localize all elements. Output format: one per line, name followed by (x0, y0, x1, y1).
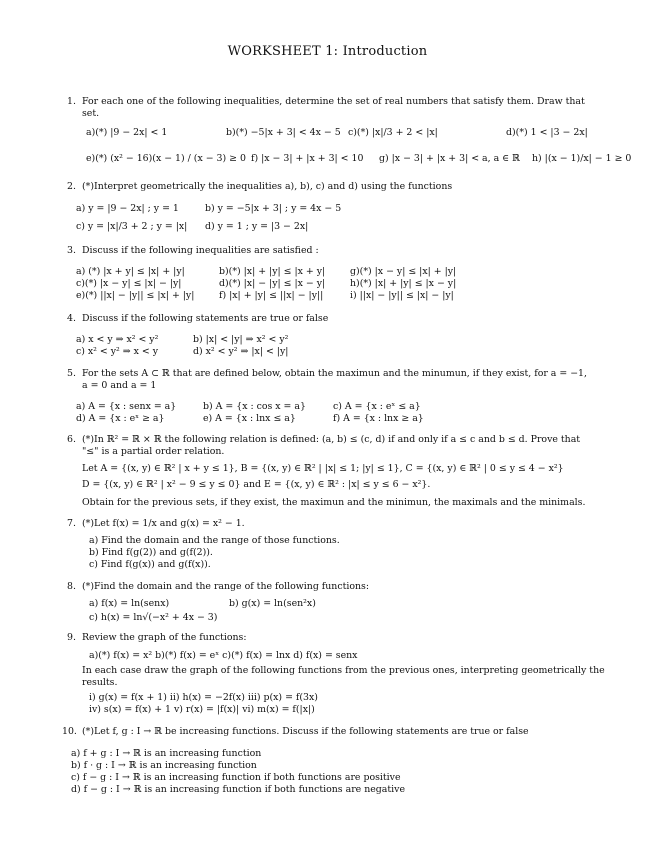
problem-2b: b) y = −5|x + 3| ; y = 4x − 5 (205, 203, 342, 214)
problem-3-number: 3. (67, 245, 76, 256)
problem-9-intro: Review the graph of the functions: (82, 632, 247, 643)
problem-10c: c) f − g : I → ℝ is an increasing function if both functions are positive (71, 772, 401, 783)
problem-6-line-3: Let A = {(x, y) ∈ ℝ² | x + y ≤ 1}, B = {(x, y) ∈ ℝ² | |x| ≤ 1; |y| ≤ 1}, C = {(x, y) ∈ ℝ² | 0 ≤ y ≤ 4 − x²} (82, 463, 564, 474)
problem-1-intro-cont: set. (82, 108, 100, 119)
problem-2d: d) y = 1 ; y = |3 − 2x| (205, 221, 309, 232)
problem-3g: g)(*) |x − y| ≤ |x| + |y| (350, 266, 457, 277)
problem-8-intro: (*)Find the domain and the range of the following functions: (82, 581, 370, 592)
problem-5b: b) A = {x : cos x = a} (203, 401, 306, 412)
page-title: WORKSHEET 1: Introduction (227, 44, 428, 59)
problem-6-line-2: "≤" is a partial order relation. (82, 446, 225, 457)
problem-10-number: 10. (62, 726, 77, 737)
problem-9-line-3: In each case draw the graph of the following functions from the previous ones, interpreting geometrically the (82, 665, 605, 676)
problem-3e: e)(*) ||x| − |y|| ≤ |x| + |y| (76, 290, 195, 301)
problem-3a: a) (*) |x + y| ≤ |x| + |y| (76, 266, 185, 277)
problem-1d: d)(*) 1 < |3 − 2x| (506, 127, 588, 138)
problem-10d: d) f − g : I → ℝ is an increasing function if both functions are negative (71, 784, 405, 795)
problem-5a: a) A = {x : senx = a} (76, 401, 177, 412)
problem-1c: c)(*) |x|/3 + 2 < |x| (348, 127, 438, 138)
problem-6-number: 6. (67, 434, 76, 445)
problem-9-function-list: a)(*) f(x) = x² b)(*) f(x) = eˣ c)(*) f(x) = lnx d) f(x) = senx (89, 650, 358, 661)
problem-4b: b) |x| < |y| ⇒ x² < y² (193, 334, 289, 345)
problem-2-number: 2. (67, 181, 76, 192)
problem-7c: c) Find f(g(x)) and g(f(x)). (89, 559, 211, 570)
problem-1-intro: For each one of the following inequalities, determine the set of real numbers that satisfy them. Draw that (82, 96, 585, 107)
problem-3h: h)(*) |x| + |y| ≤ |x − y| (350, 278, 457, 289)
problem-10a: a) f + g : I → ℝ is an increasing function (71, 748, 262, 759)
problem-6-line-5: Obtain for the previous sets, if they exist, the maximun and the minimun, the maximals and the minimals. (82, 497, 586, 508)
problem-1e: e)(*) (x² − 16)(x − 1) / (x − 3) ≥ 0 (86, 153, 246, 164)
problem-8-number: 8. (67, 581, 76, 592)
problem-4c: c) x² < y² ⇒ x < y (76, 346, 159, 357)
problem-10b: b) f · g : I → ℝ is an increasing function (71, 760, 257, 771)
problem-1g: g) |x − 3| + |x + 3| < a, a ∈ ℝ (379, 153, 520, 164)
problem-1b: b)(*) −5|x + 3| < 4x − 5 (226, 127, 341, 138)
problem-9-transforms-2: iv) s(x) = f(x) + 1 v) r(x) = |f(x)| vi) m(x) = f(|x|) (89, 704, 315, 715)
problem-7b: b) Find f(g(2)) and g(f(2)). (89, 547, 213, 558)
problem-5-intro-cont: a = 0 and a = 1 (82, 380, 157, 391)
problem-1h: h) |(x − 1)/x| − 1 ≥ 0 (532, 153, 632, 164)
problem-4-number: 4. (67, 313, 76, 324)
problem-9-transforms-1: i) g(x) = f(x + 1) ii) h(x) = −2f(x) iii) p(x) = f(3x) (89, 692, 318, 703)
problem-3-intro: Discuss if the following inequalities are satisfied : (82, 245, 319, 256)
problem-6-line-1: (*)In ℝ² = ℝ × ℝ the following relation is defined: (a, b) ≤ (c, d) if and only if a ≤ c and b ≤ d. Prove that (82, 434, 581, 445)
problem-1f: f) |x − 3| + |x + 3| < 10 (251, 153, 364, 164)
problem-5d: d) A = {x : eˣ ≥ a} (76, 413, 165, 424)
problem-8a: a) f(x) = ln(senx) (89, 598, 170, 609)
problem-2-intro: (*)Interpret geometrically the inequalities a), b), c) and d) using the functions (82, 181, 453, 192)
problem-7-intro: (*)Let f(x) = 1/x and g(x) = x² − 1. (82, 518, 245, 529)
problem-6-line-4: D = {(x, y) ∈ ℝ² | x² − 9 ≤ y ≤ 0} and E = {(x, y) ∈ ℝ² : |x| ≤ y ≤ 6 − x²}. (82, 479, 431, 490)
problem-5c: c) A = {x : eˣ ≤ a} (333, 401, 421, 412)
problem-5-intro: For the sets A ⊂ ℝ that are defined below, obtain the maximun and the minumun, if they exist, for a = −1, (82, 368, 588, 379)
problem-7a: a) Find the domain and the range of those functions. (89, 535, 340, 546)
problem-4d: d) x² < y² ⇒ |x| < |y| (193, 346, 289, 357)
problem-10-intro: (*)Let f, g : I → ℝ be increasing functions. Discuss if the following statements are true or false (82, 726, 529, 737)
problem-9-line-4: results. (82, 677, 118, 688)
problem-3b: b)(*) |x| + |y| ≤ |x + y| (219, 266, 326, 277)
problem-3d: d)(*) |x| − |y| ≤ |x − y| (219, 278, 326, 289)
problem-1a: a)(*) |9 − 2x| < 1 (86, 127, 168, 138)
problem-2c: c) y = |x|/3 + 2 ; y = |x| (76, 221, 188, 232)
problem-9-number: 9. (67, 632, 76, 643)
problem-5-number: 5. (67, 368, 76, 379)
problem-1-number: 1. (67, 96, 76, 107)
problem-8b: b) g(x) = ln(sen²x) (229, 598, 316, 609)
problem-3c: c)(*) |x − y| ≤ |x| − |y| (76, 278, 182, 289)
problem-4a: a) x < y ⇒ x² < y² (76, 334, 159, 345)
problem-3f: f) |x| + |y| ≤ ||x| − |y|| (219, 290, 324, 301)
problem-4-intro: Discuss if the following statements are true or false (82, 313, 329, 324)
problem-8c: c) h(x) = ln√(−x² + 4x − 3) (89, 612, 218, 623)
problem-2a: a) y = |9 − 2x| ; y = 1 (76, 203, 179, 214)
problem-3i: i) ||x| − |y|| ≤ |x| − |y| (350, 290, 454, 301)
problem-5f: f) A = {x : lnx ≥ a} (333, 413, 424, 424)
problem-5e: e) A = {x : lnx ≤ a} (203, 413, 296, 424)
problem-7-number: 7. (67, 518, 76, 529)
